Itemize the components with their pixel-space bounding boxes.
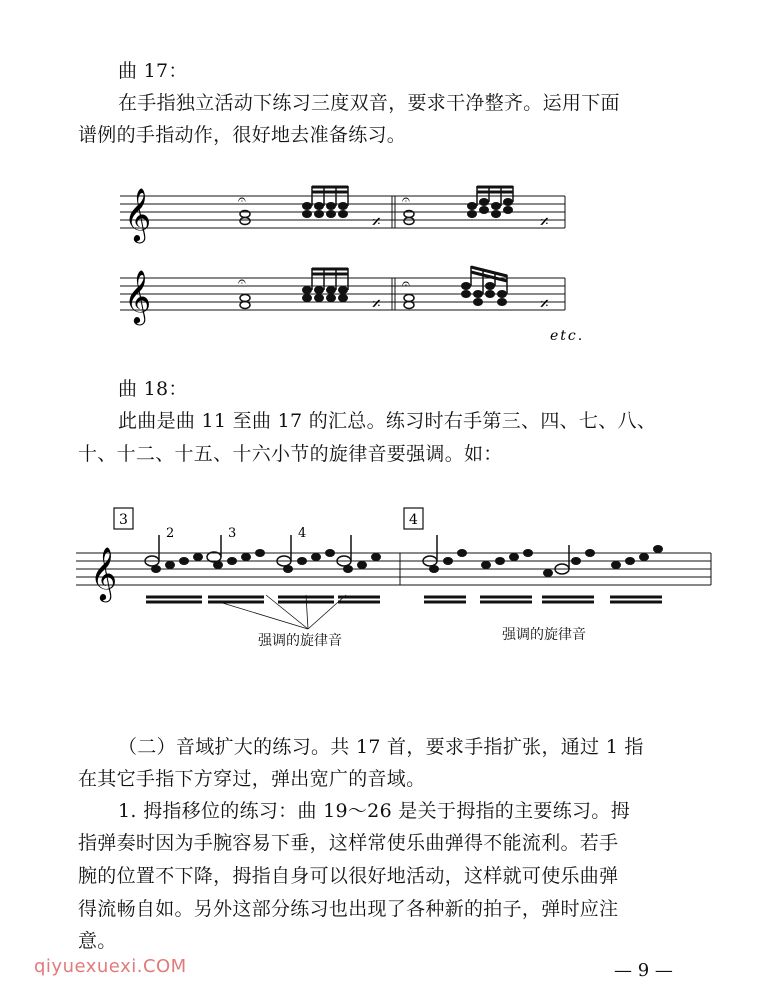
measure-number-3: 3 — [119, 512, 128, 528]
fingering-4: 4 — [298, 526, 307, 541]
para18-line2: 十、十二、十五、十六小节的旋律音要强调。如： — [78, 443, 503, 465]
svg-text:𝄎: 𝄎 — [540, 212, 549, 233]
fingering-3: 3 — [228, 526, 237, 541]
score-17-system-1 — [120, 186, 580, 246]
svg-text:𝄐: 𝄐 — [238, 274, 246, 290]
score-17-system-2 — [120, 266, 585, 346]
item1-line3: 腕的位置不下降，拇指自身可以很好地活动，这样就可使乐曲弹 — [78, 865, 619, 887]
score-18 — [76, 505, 726, 615]
measure-number-4: 4 — [409, 512, 418, 528]
svg-text:𝄐: 𝄐 — [238, 192, 246, 208]
emphasis-label-2: 强调的旋律音 — [502, 627, 586, 643]
svg-text:𝄐: 𝄐 — [402, 276, 410, 292]
svg-text:𝄎: 𝄎 — [372, 212, 381, 233]
section-line1: （二）音域扩大的练习。共 17 首，要求手指扩张，通过 1 指 — [118, 736, 644, 758]
section-line2: 在其它手指下方穿过，弹出宽广的音域。 — [78, 768, 426, 790]
item1-line5: 意。 — [78, 930, 117, 952]
para17-line1: 在手指独立活动下练习三度双音，要求干净整齐。运用下面 — [118, 92, 620, 114]
heading-18: 曲 18： — [118, 378, 188, 400]
para18-line1: 此曲是曲 11 至曲 17 的汇总。练习时右手第三、四、七、八、 — [118, 410, 657, 432]
emphasis-label-1: 强调的旋律音 — [258, 633, 342, 649]
treble-clef-icon: 𝄞 — [124, 187, 152, 241]
heading-17: 曲 17： — [118, 60, 188, 82]
watermark: qiyuexuexi.COM — [34, 956, 187, 977]
item1-line2: 指弹奏时因为手腕容易下垂，这样常使乐曲弹得不能流利。若手 — [78, 832, 619, 854]
svg-text:𝄎: 𝄎 — [372, 294, 381, 315]
item1-line4: 得流畅自如。另外这部分练习也出现了各种新的拍子，弹时应注 — [78, 898, 619, 920]
treble-clef-icon: 𝄞 — [124, 269, 152, 323]
svg-text:𝄐: 𝄐 — [402, 192, 410, 208]
para17-line2: 谱例的手指动作，很好地去准备练习。 — [78, 124, 407, 146]
etc-label: etc. — [550, 328, 585, 344]
item1-line1: 1. 拇指移位的练习：曲 19～26 是关于拇指的主要练习。拇 — [118, 800, 630, 822]
svg-text:𝄎: 𝄎 — [540, 294, 549, 315]
page-number: — 9 — — [614, 960, 673, 981]
fingering-2: 2 — [166, 526, 175, 541]
treble-clef-icon: 𝄞 — [90, 546, 118, 600]
